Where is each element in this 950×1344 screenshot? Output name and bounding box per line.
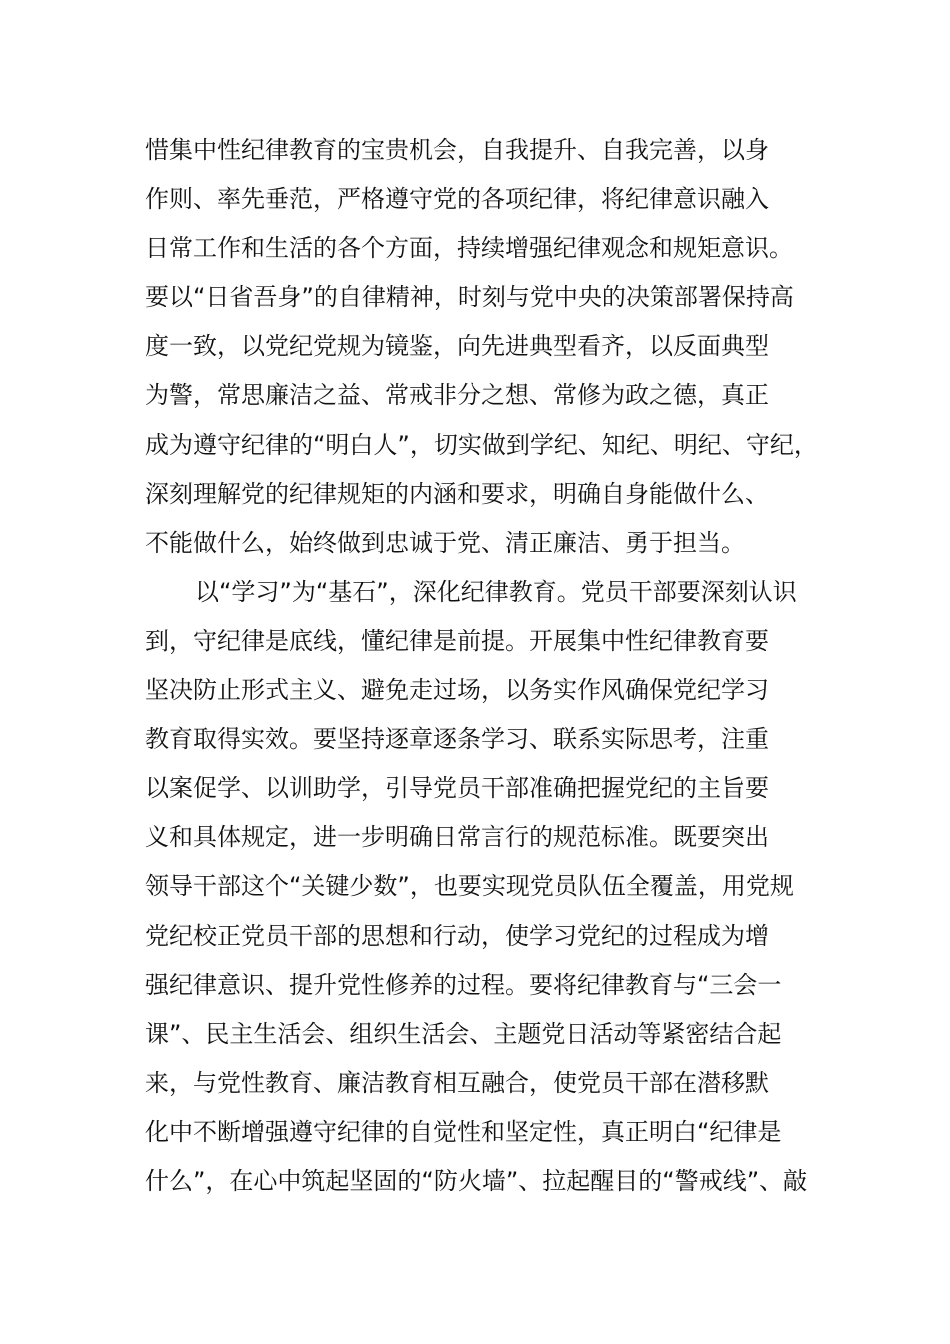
text-line: 课”、民主生活会、组织生活会、主题党日活动等紧密结合起 bbox=[145, 1019, 782, 1048]
text-line: 成为遵守纪律的“明白人”，切实做到学纪、知纪、明纪、守纪， bbox=[145, 430, 818, 459]
text-line: 为警，常思廉洁之益、常戒非分之想、常修为政之德，真正 bbox=[145, 381, 769, 410]
text-line: 惜集中性纪律教育的宝贵机会，自我提升、自我完善，以身 bbox=[145, 136, 769, 164]
text-line: 度一致，以党纪党规为镜鉴，向先进典型看齐，以反面典型 bbox=[145, 332, 769, 361]
text-line: 领导干部这个“关键少数”，也要实现党员队伍全覆盖，用党规 bbox=[145, 872, 794, 901]
text-line: 什么”，在心中筑起坚固的“防火墙”、拉起醒目的“警戒线”、敲 bbox=[145, 1166, 808, 1195]
text-line: 化中不断增强遵守纪律的自觉性和坚定性，真正明白“纪律是 bbox=[145, 1117, 782, 1146]
text-line: 来，与党性教育、廉洁教育相互融合，使党员干部在潜移默 bbox=[145, 1068, 769, 1097]
text-line: 不能做什么，始终做到忠诚于党、清正廉洁、勇于担当。 bbox=[145, 528, 745, 557]
paragraph-start-line: 以“学习”为“基石”，深化纪律教育。党员干部要深刻认识 bbox=[195, 577, 797, 606]
text-line: 以案促学、以训助学，引导党员干部准确把握党纪的主旨要 bbox=[145, 774, 769, 803]
text-line: 教育取得实效。要坚持逐章逐条学习、联系实际思考，注重 bbox=[145, 725, 769, 754]
text-line: 强纪律意识、提升党性修养的过程。要将纪律教育与“三会一 bbox=[145, 970, 782, 999]
text-line: 义和具体规定，进一步明确日常言行的规范标准。既要突出 bbox=[145, 823, 769, 852]
text-line: 到，守纪律是底线，懂纪律是前提。开展集中性纪律教育要 bbox=[145, 626, 769, 655]
text-line: 要以“日省吾身”的自律精神，时刻与党中央的决策部署保持高 bbox=[145, 283, 794, 312]
text-line: 坚决防止形式主义、避免走过场，以务实作风确保党纪学习 bbox=[145, 676, 769, 705]
text-line: 深刻理解党的纪律规矩的内涵和要求，明确自身能做什么、 bbox=[145, 479, 769, 508]
text-line: 日常工作和生活的各个方面，持续增强纪律观念和规矩意识。 bbox=[145, 234, 793, 263]
body-text bbox=[145, 126, 845, 1206]
text-line: 党纪校正党员干部的思想和行动，使学习党纪的过程成为增 bbox=[145, 921, 769, 950]
text-line: 作则、率先垂范，严格遵守党的各项纪律，将纪律意识融入 bbox=[145, 185, 769, 214]
